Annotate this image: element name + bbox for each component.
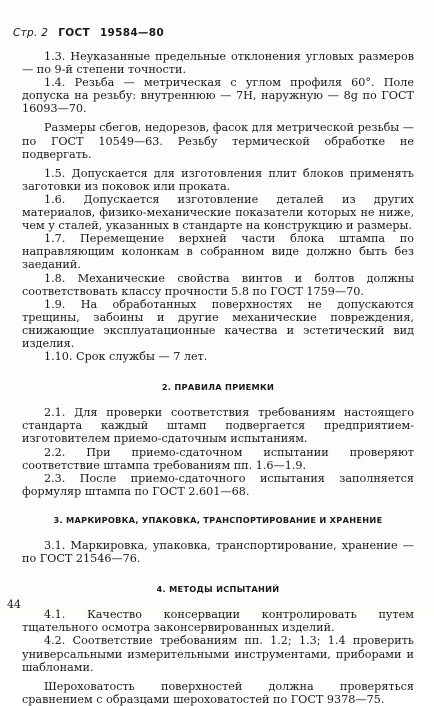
- paragraph-1-10: 1.10. Срок службы — 7 лет.: [44, 350, 208, 364]
- paragraph-1-6: 1.6. Допускается изготовление деталей из других материалов, физико-механические показатели которых не ниже, чем у сталей, указанных в стандарте на конструкцию и размеры.: [22, 192, 414, 233]
- section-title-acceptance: 2. ПРАВИЛА ПРИЕМКИ: [161, 382, 275, 393]
- paragraph-1-4: 1.4. Резьба — метрическая с углом профиля 60°. Поле допуска на резьбу: внутреннюю — 7Н, наружную — 8g по ГОСТ 16093—70.: [22, 76, 414, 116]
- document-body: [22, 50, 414, 706]
- paragraph-thread-runouts: Размеры сбегов, недорезов, фасок для метрической резьбы — по ГОСТ 10549—63. Резьбу термической обработке не подвергать.: [22, 121, 414, 161]
- paragraph-1-7: 1.7. Перемещение верхней части блока штампа по направляющим колонкам в собранном виде должно быть без заеданий.: [22, 232, 414, 272]
- paragraph-2-2: 2.2. При приемо-сдаточном испытании проверяют соответствие штампа требованиям пп. 1.6—1.9.: [22, 445, 414, 472]
- paragraph-1-5: 1.5. Допускается для изготовления плит блоков применять заготовки из поковок или проката.: [22, 166, 414, 193]
- standard-label: ГОСТ: [58, 27, 90, 39]
- paragraph-4-1: 4.1. Качество консервации контролировать путем тщательного осмотра законсервированных изделий.: [22, 608, 414, 635]
- section-title-test-methods: 4. МЕТОДЫ ИСПЫТАНИЙ: [156, 584, 280, 595]
- paragraph-4-2: 4.2. Соответствие требованиям пп. 1.2; 1.3; 1.4 проверить универсальными измерительными инструментами, приборами и шаблонами.: [22, 634, 414, 674]
- page-number: 44: [7, 598, 21, 611]
- paragraph-2-3: 2.3. После приемо-сдаточного испытания заполняется формуляр штампа по ГОСТ 2.601—68.: [22, 471, 414, 498]
- paragraph-1-8: 1.8. Механические свойства винтов и болтов должны соответствовать классу прочности 5.8 по ГОСТ 1759—70.: [22, 271, 414, 298]
- paragraph-2-1: 2.1. Для проверки соответствия требованиям настоящего стандарта каждый штамп подвергается предприятием-изготовителем приемо-сдаточным испытаниям.: [22, 406, 414, 446]
- section-title-marking: 3. МАРКИРОВКА, УПАКОВКА, ТРАНСПОРТИРОВАНИЕ И ХРАНЕНИЕ: [53, 514, 383, 525]
- page-header: [13, 27, 170, 39]
- paragraph-3-1: 3.1. Маркировка, упаковка, транспортирование, хранение — по ГОСТ 21546—76.: [22, 539, 414, 566]
- paragraph-1-9: 1.9. На обработанных поверхностях не допускаются трещины, забоины и другие механические повреждения, снижающие эксплуатационные качества и эстетический вид изделия.: [22, 297, 414, 350]
- paragraph-roughness: Шероховатость поверхностей должна проверяться сравнением с образцами шероховатостей по ГОСТ 9378—75.: [22, 679, 414, 706]
- page-label: Стр. 2: [13, 27, 49, 39]
- paragraph-1-3: 1.3. Неуказанные предельные отклонения угловых размеров — по 9-й степени точности.: [22, 50, 414, 77]
- standard-number: 19584—80: [99, 27, 164, 39]
